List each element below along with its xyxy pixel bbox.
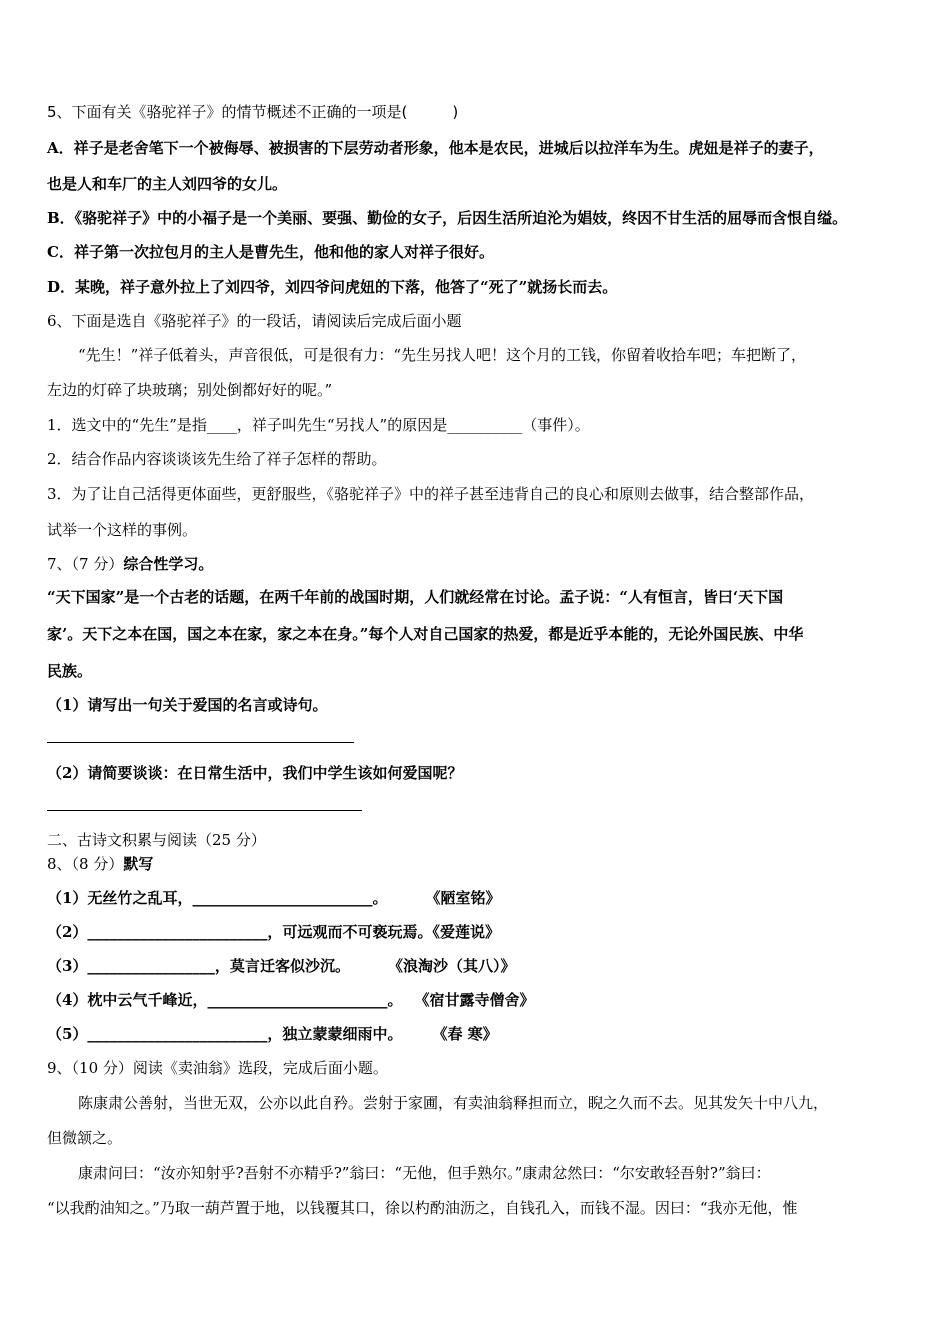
q8-item-4-source: 《宿甘露寺僧舍》: [414, 991, 535, 1009]
q7-passage-line3: 民族。: [47, 662, 93, 680]
q8-item-3: [47, 956, 515, 976]
q5-option-d: D．某晚，祥子意外拉上了刘四爷，刘四爷问虎妞的下落，他答了“死了”就扬长而去。: [47, 278, 618, 296]
q7-number: 7、（7 分）: [47, 555, 124, 573]
q7-subquestion-1: （1）请写出一句关于爱国的名言或诗句。: [47, 696, 328, 714]
q8-item-4: [47, 990, 534, 1010]
q7-answer-line-1: [47, 742, 354, 743]
q8-item-2-source: 《爱莲说》: [432, 923, 500, 941]
q6-quote-line1: “先生！”祥子低着头，声音很低，可是很有力：“先生另找人吧！这个月的工钱，你留着收拾车吧；车把断了，: [78, 346, 807, 364]
q9-passage-p1-line2: 但微颔之。: [47, 1129, 123, 1147]
q8-item-5-source: 《春 寒》: [432, 1025, 498, 1043]
q8-item-5-text: （5）________________________，独立蒙蒙细雨中。: [47, 1025, 403, 1043]
q7-subquestion-2: （2）请简要谈谈：在日常生活中，我们中学生该如何爱国呢？: [47, 764, 463, 782]
q9-passage-p2-line1: 康肃问曰：“汝亦知射乎?吾射不亦精乎?”翁曰：“无他，但手熟尔。”康肃忿然曰：“尔安敢轻吾射?”翁曰：: [78, 1164, 771, 1182]
q8-item-2: [47, 922, 500, 942]
q9-passage-p1-line1: 陈康肃公善射，当世无双，公亦以此自矜。尝射于家圃，有卖油翁释担而立，睨之久而不去。见其发矢十中八九，: [78, 1094, 829, 1112]
q5-option-b: B．《骆驼祥子》中的小福子是一个美丽、要强、勤俭的女子，后因生活所迫沦为娼妓，终因不甘生活的屈辱而含恨自缢。: [47, 209, 848, 227]
q8-item-2-text: （2）________________________，可远观而不可亵玩焉。: [47, 923, 433, 941]
q6-quote-line2: 左边的灯碎了块玻璃；别处倒都好好的呢。”: [47, 381, 333, 399]
q8-item-5: [47, 1024, 498, 1044]
q8-item-1: [47, 888, 500, 908]
q5-option-a-line1: A．祥子是老舍笔下一个被侮辱、被损害的下层劳动者形象，他本是农民，进城后以拉洋车为生。虎妞是祥子的妻子，: [47, 139, 824, 157]
section-2-title: 二、古诗文积累与阅读（25 分）: [47, 831, 266, 849]
q9-stem: 9、（10 分）阅读《卖油翁》选段，完成后面小题。: [47, 1059, 388, 1077]
q7-passage-line1: “天下国家”是一个古老的话题，在两千年前的战国时期，人们就经常在讨论。孟子说：“人有恒言，皆曰‘天下国: [47, 588, 784, 606]
q5-option-a-line2: 也是人和车厂的主人刘四爷的女儿。: [47, 175, 288, 193]
q8-heading: [47, 854, 153, 874]
q7-answer-line-2: [47, 810, 362, 811]
q5-stem: 5、下面有关《骆驼祥子》的情节概述不正确的一项是( ): [47, 103, 459, 121]
q8-title: 默写: [123, 855, 154, 873]
q6-subquestion-3-line2: 试举一个这样的事例。: [47, 521, 198, 539]
q8-item-3-source: 《浪淘沙（其八）》: [387, 957, 516, 975]
q9-passage-p2-line2: “以我酌油知之。”乃取一葫芦置于地，以钱覆其口，徐以杓酌油沥之，自钱孔入，而钱不湿。因曰：“我亦无他，惟: [47, 1199, 798, 1217]
q8-item-1-text: （1）无丝竹之乱耳，________________________。: [47, 889, 388, 907]
q8-item-1-source: 《陋室铭》: [425, 889, 501, 907]
q7-heading: [47, 554, 213, 574]
q8-item-4-text: （4）枕中云气千峰近，________________________。: [47, 991, 403, 1009]
q6-subquestion-2: 2．结合作品内容谈谈该先生给了祥子怎样的帮助。: [47, 450, 387, 468]
q6-stem: 6、下面是选自《骆驼祥子》的一段话，请阅读后完成后面小题: [47, 312, 462, 330]
q6-subquestion-3-line1: 3．为了让自己活得更体面些，更舒服些，《骆驼祥子》中的祥子甚至违背自己的良心和原则去做事，结合整部作品，: [47, 485, 815, 503]
q7-title: 综合性学习。: [123, 555, 214, 573]
q8-item-3-text: （3）_________________，莫言迁客似沙沉。: [47, 957, 350, 975]
q8-number: 8、（8 分）: [47, 855, 124, 873]
q6-subquestion-1: 1．选文中的“先生”是指____，祥子叫先生“另找人”的原因是__________（事件）。: [47, 416, 590, 434]
q7-passage-line2: 家’。天下之本在国，国之本在家，家之本在身。”每个人对自己国家的热爱，都是近乎本能的，无论外国民族、中华: [47, 625, 804, 643]
q5-option-c: C．祥子第一次拉包月的主人是曹先生，他和他的家人对祥子很好。: [47, 243, 494, 261]
